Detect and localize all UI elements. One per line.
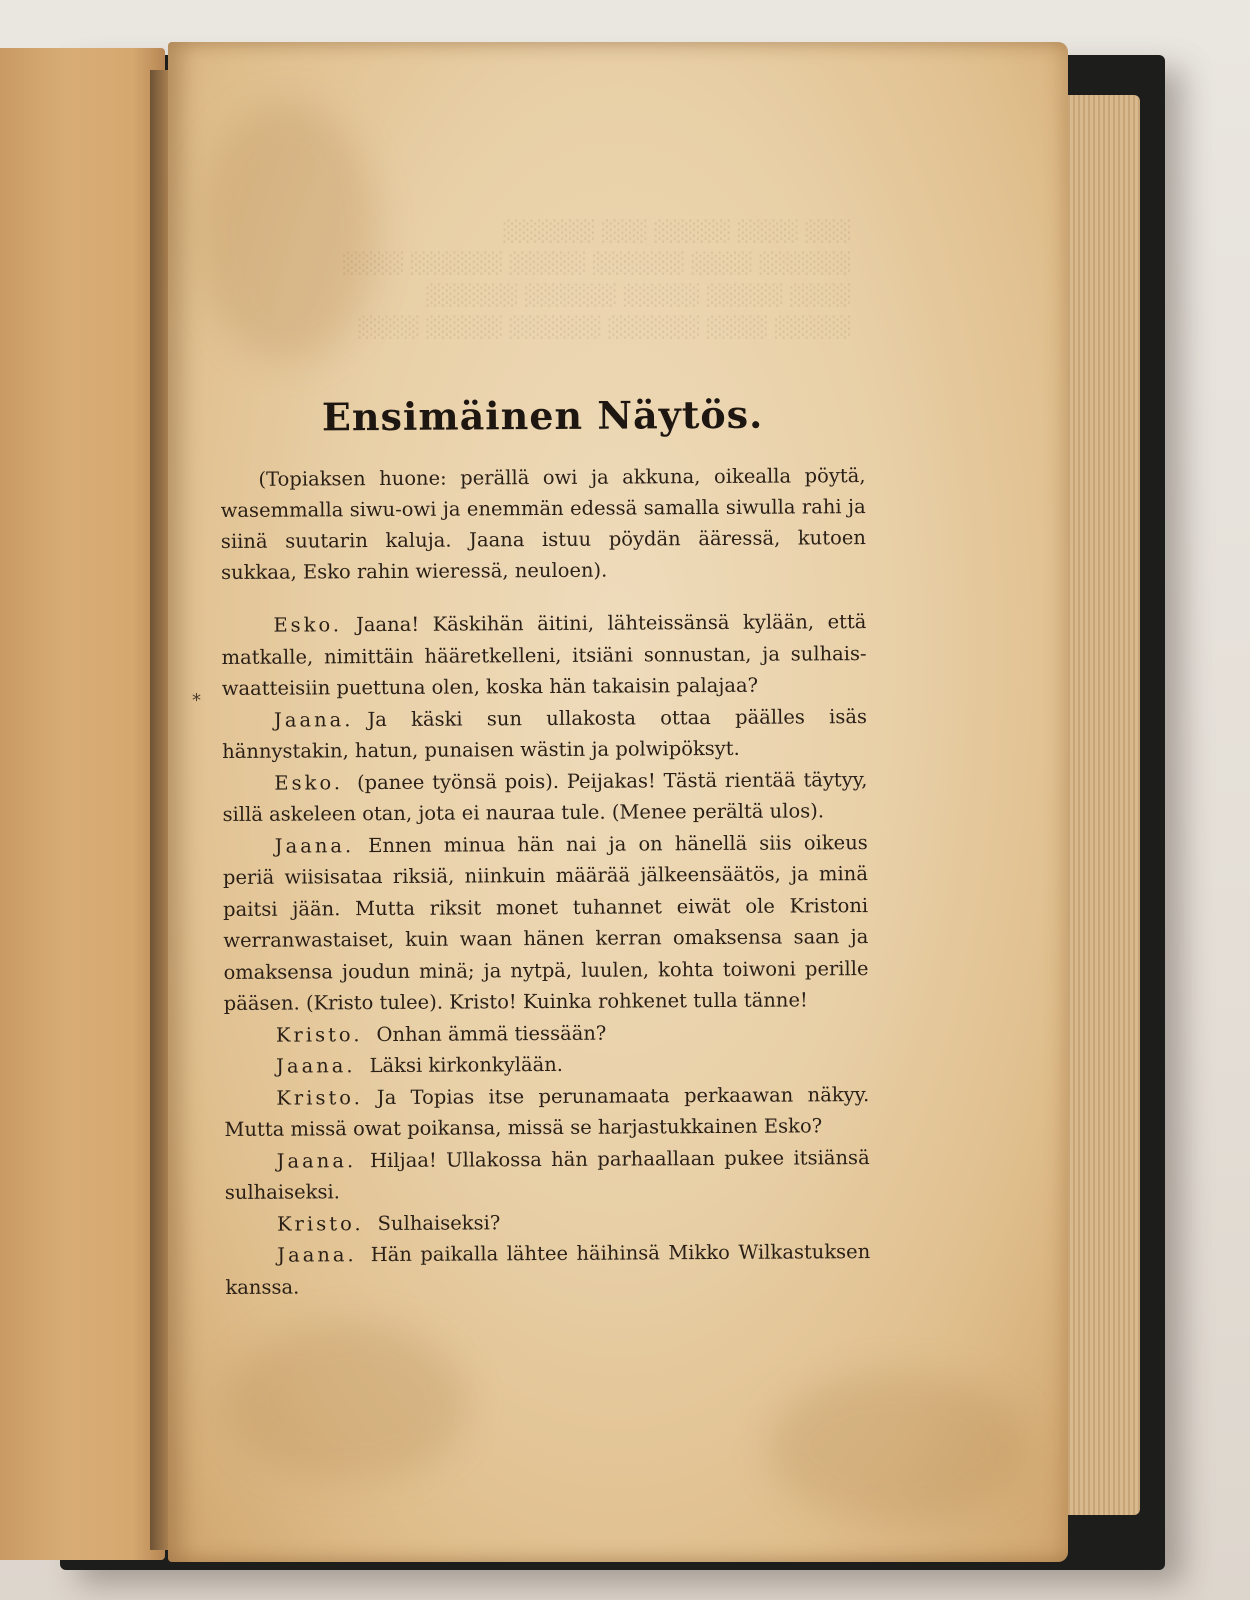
dialogue-text: Ja käski sun ullakosta ottaa päälles isäs hännystakin, hatun, punaisen wästin ja polwipöksyt.: [222, 704, 868, 763]
dialogue-text: Läksi kirkonkylään.: [369, 1052, 564, 1078]
speaker-name: Kristo.: [276, 1211, 364, 1236]
act-title: Ensimäinen Näytös.: [321, 391, 764, 440]
dialogue-line: [221, 606, 867, 704]
dialogue-text: Sulhaiseksi?: [377, 1210, 501, 1235]
dialogue-text: Hiljaa! Ullakossa hän parhaallaan pukee itsiänsä sulhaiseksi.: [224, 1145, 870, 1204]
dialogue-text: Onhan ämmä tiessään?: [376, 1021, 607, 1046]
speaker-name: Jaana.: [274, 833, 355, 858]
dialogue-line: [225, 1142, 870, 1209]
page-text: [220, 391, 871, 1303]
dialogue-line: [224, 1079, 869, 1146]
left-page: [0, 48, 165, 1560]
dialogue-line: [222, 764, 867, 831]
page-stain: [768, 1372, 1028, 1522]
dialogue-line: [224, 1016, 869, 1051]
dialogue-line: [225, 1236, 870, 1303]
dialogue-line: [223, 827, 869, 1020]
dialogue-line: [224, 1047, 869, 1082]
speaker-name: Kristo.: [276, 1085, 363, 1110]
bleed-through-text: ░░░ ░░░░ ░░░░░ ░░░ ░░░░░░ ░░░░░░ ░░░░ ░░░░░░ ░░░░░ ░░░░░░ ░░░░ ░░░░ ░░░░░ ░░░░░ ░░░░░░ ░░░░░░ ░░░░░ ░░░░ ░░░░░░ ░░░░░░ ░░░░░ ░░░░: [341, 219, 850, 339]
stage-direction: (Topiaksen huone: perällä owi ja akkuna, oikealla pöytä, wasemmalla siwu-owi ja enemmän edessä samalla siwulla rahi ja siinä suutarin kaluja. Jaana istuu pöydän ääressä, kutoen sukkaa, Esko rahin wieressä, neuloen).: [220, 464, 866, 584]
margin-mark: *: [192, 690, 201, 711]
dialogue-text: Jaana! Käskihän äitini, lähteissänsä kylään, että matkalle, nimittäin hääretkelleni, itsiäni sonnustan, ja sulhais-waatteisiin puettuna olen, koska hän takaisin palajaa?: [221, 610, 867, 700]
dialogue-text: Hän paikalla lähtee häihinsä Mikko Wilkastuksen kanssa.: [225, 1240, 871, 1299]
dialogue-text: Ja Topias itse perunamaata perkaawan näkyy. Mutta missä owat poikansa, missä se harjastukkainen Esko?: [224, 1082, 870, 1141]
dialogue-text: (panee työnsä pois). Peijakas! Tästä rientää täytyy, sillä askeleen otan, jota ei nauraa tule. (Menee perältä ulos).: [222, 767, 868, 826]
page-stain: [228, 1322, 468, 1482]
speaker-name: Kristo.: [275, 1022, 363, 1047]
speaker-name: Jaana.: [276, 1054, 356, 1078]
speaker-name: Esko.: [274, 770, 344, 795]
dialogue-text: Ennen minua hän nai ja on hänellä siis oikeus periä wiisisataa riksiä, niinkuin määrää jälkeensäätös, ja minä paitsi jään. Mutta riksit monet tuhannet eiwät ole Kristoni werranwastaiset, kuin waan hänen kerran omaksensa saan ja omaksensa joudun minä; ja nytpä, luulen, kohta toiwoni perille pääsen. (Kristo tulee). Kristo! Kuinka rohkenet tulla tänne!: [222, 830, 869, 1015]
speaker-name: Jaana.: [276, 1148, 357, 1173]
dialogue-line: [225, 1205, 870, 1240]
speaker-name: Jaana.: [273, 707, 354, 732]
speaker-name: Jaana.: [277, 1243, 357, 1267]
dialogue-line: [222, 701, 867, 768]
speaker-name: Esko.: [273, 613, 343, 637]
